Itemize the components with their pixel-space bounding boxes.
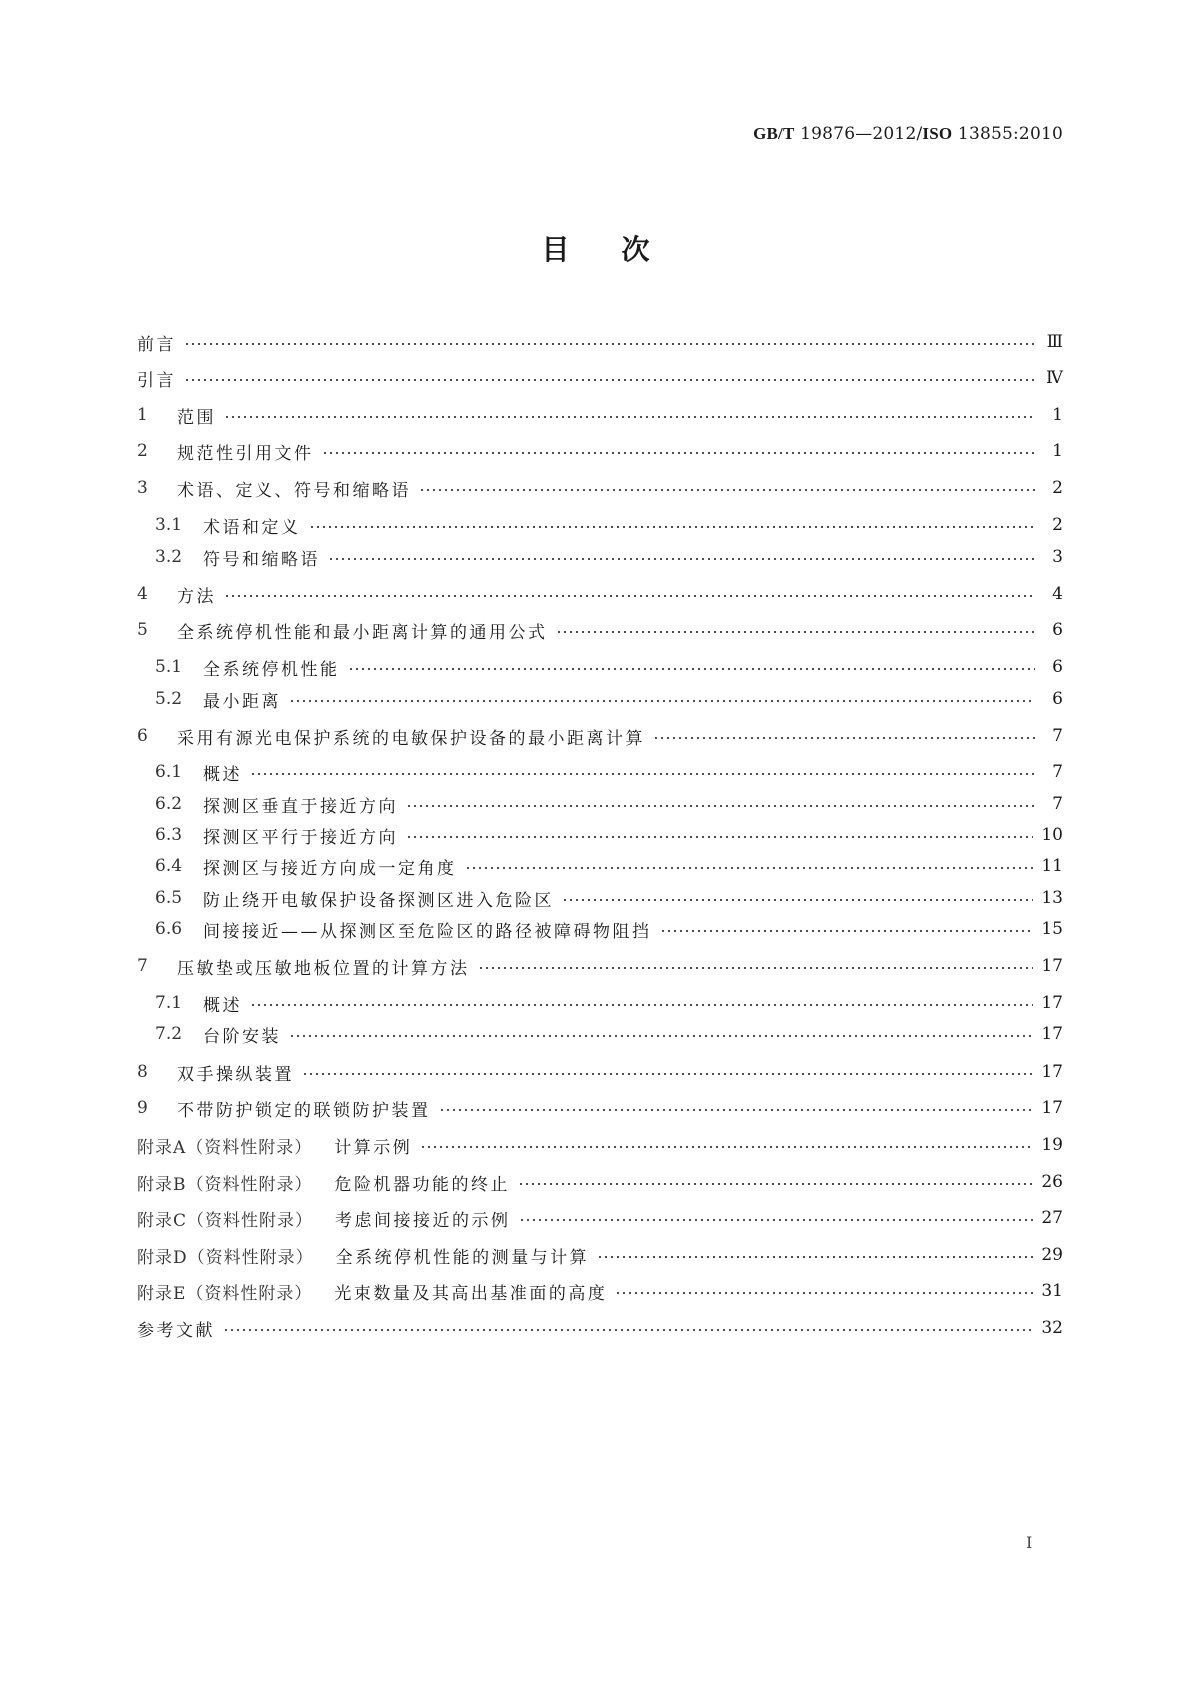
toc-entry-number: 4: [137, 584, 148, 604]
toc-entry-number: 附录A（资料性附录）: [137, 1137, 313, 1158]
dot-leader: [406, 830, 1033, 844]
toc-entry-number: 3.1: [155, 515, 183, 535]
toc-entry-page: 1: [1052, 405, 1063, 425]
dot-leader: [289, 1029, 1033, 1043]
toc-entry-number: 8: [137, 1062, 148, 1082]
dot-leader: [660, 924, 1034, 938]
dot-leader: [184, 337, 1035, 351]
toc-entry-label: 概述: [203, 764, 242, 785]
toc-entry[interactable]: [155, 759, 1063, 785]
toc-entry-label: 探测区与接近方向成一定角度: [203, 858, 457, 879]
toc-entry[interactable]: [155, 686, 1063, 712]
toc-entry[interactable]: [137, 1315, 1063, 1341]
toc-entry-number: 3.2: [155, 547, 183, 567]
toc-entry-page: Ⅳ: [1046, 368, 1063, 388]
toc-entry[interactable]: [137, 1278, 1063, 1304]
toc-entry[interactable]: [137, 1242, 1063, 1268]
toc-entry-number: 5.1: [155, 657, 183, 677]
toc-entry-page: 2: [1052, 515, 1063, 535]
toc-entry[interactable]: [137, 475, 1063, 501]
dot-leader: [224, 589, 1035, 603]
toc-entry-label: 参考文献: [137, 1320, 215, 1341]
toc-entry-page: 6: [1052, 620, 1063, 640]
dot-leader: [223, 1323, 1033, 1337]
toc-entry-page: 13: [1041, 888, 1063, 908]
toc-entry[interactable]: [155, 512, 1063, 538]
toc-entry-number: 6.3: [155, 825, 183, 845]
toc-entry-page: Ⅲ: [1046, 332, 1063, 352]
toc-entry[interactable]: [137, 402, 1063, 428]
dot-leader: [184, 373, 1035, 387]
dot-leader: [309, 520, 1036, 534]
dot-leader: [322, 446, 1036, 460]
toc-entry-page: 4: [1052, 584, 1063, 604]
toc-entry-page: 17: [1041, 1062, 1063, 1082]
dot-leader: [420, 1140, 1033, 1154]
toc-entry-number: 6.2: [155, 794, 183, 814]
toc-entry-page: 10: [1041, 825, 1063, 845]
iso-number: 13855:2010: [957, 124, 1063, 144]
toc-entry-page: 3: [1052, 547, 1063, 567]
dot-leader: [518, 1177, 1033, 1191]
dot-leader: [328, 552, 1035, 566]
toc-entry[interactable]: [137, 438, 1063, 464]
toc-entry-number: 6: [137, 726, 148, 746]
toc-entry-label: 概述: [203, 995, 242, 1016]
dot-leader: [348, 662, 1036, 676]
toc-entry-page: 6: [1052, 657, 1063, 677]
toc-entry-label: 计算示例: [334, 1137, 413, 1158]
dot-leader: [224, 410, 1035, 424]
toc-entry-label: 台阶安装: [203, 1026, 281, 1047]
dot-leader: [465, 861, 1034, 875]
dot-leader: [289, 694, 1035, 708]
toc-entry-number: 2: [137, 441, 148, 461]
toc-entry[interactable]: [137, 1059, 1063, 1085]
toc-entry[interactable]: [155, 990, 1063, 1016]
dot-leader: [519, 1213, 1034, 1227]
toc-entry-label: 双手操纵装置: [177, 1064, 294, 1085]
toc-entry[interactable]: [155, 822, 1063, 848]
toc-entry[interactable]: [137, 581, 1063, 607]
toc-entry[interactable]: [137, 1095, 1063, 1121]
toc-entry-number: 附录D（资料性附录）: [137, 1247, 314, 1268]
dot-leader: [478, 961, 1034, 975]
toc-entry[interactable]: [155, 544, 1063, 570]
toc-entry-page: 6: [1052, 689, 1063, 709]
dot-leader: [597, 1250, 1033, 1264]
toc-entry-page: 17: [1041, 1098, 1063, 1118]
toc-entry[interactable]: [155, 885, 1063, 911]
toc-entry-page: 17: [1041, 1024, 1063, 1044]
toc-entry-page: 26: [1041, 1172, 1063, 1192]
toc-entry-label: 全系统停机性能和最小距离计算的通用公式: [177, 622, 548, 643]
toc-entry[interactable]: [137, 723, 1063, 749]
toc-entry[interactable]: [155, 654, 1063, 680]
toc-entry-label: 引言: [137, 370, 176, 391]
toc-entry-page: 17: [1041, 956, 1063, 976]
toc-entry-page: 19: [1041, 1135, 1063, 1155]
dot-leader: [556, 625, 1036, 639]
dot-leader: [562, 893, 1033, 907]
toc-entry-number: 附录C（资料性附录）: [137, 1210, 314, 1231]
toc-entry-page: 17: [1041, 993, 1063, 1013]
dot-leader: [250, 998, 1033, 1012]
toc-entry-number: 5.2: [155, 689, 183, 709]
toc-entry-number: 附录B（资料性附录）: [137, 1174, 313, 1195]
toc-entry-label: 最小距离: [203, 691, 281, 712]
toc-entry-label: 全系统停机性能的测量与计算: [335, 1247, 590, 1268]
toc-entry-number: 6.6: [155, 919, 183, 939]
toc-entry[interactable]: [155, 791, 1063, 817]
toc-entry[interactable]: [137, 617, 1063, 643]
toc-entry-page: 15: [1041, 919, 1063, 939]
toc-entry[interactable]: [155, 916, 1063, 942]
toc-entry-label: 不带防护锁定的联锁防护装置: [177, 1100, 431, 1121]
dot-leader: [406, 799, 1035, 813]
page-title: 目次: [541, 233, 702, 266]
toc-entry-page: 29: [1041, 1245, 1063, 1265]
toc-entry-page: 11: [1041, 856, 1063, 876]
toc-entry-page: 7: [1052, 726, 1063, 746]
toc-entry-number: 3: [137, 478, 148, 498]
standard-number-header: [753, 124, 1063, 144]
toc-entry-number: 5: [137, 620, 148, 640]
iso-label: ISO: [922, 124, 953, 143]
toc-entry[interactable]: [155, 853, 1063, 879]
toc-entry-label: 压敏垫或压敏地板位置的计算方法: [177, 958, 470, 979]
toc-entry-number: 附录E（资料性附录）: [137, 1283, 313, 1304]
toc-entry-page: 1: [1052, 441, 1063, 461]
toc-entry-page: 31: [1041, 1281, 1063, 1301]
toc-entry-label: 符号和缩略语: [203, 549, 320, 570]
toc-entry-number: 6.5: [155, 888, 183, 908]
toc-entry[interactable]: [137, 329, 1063, 355]
dot-leader: [419, 483, 1035, 497]
toc-entry-page: 7: [1052, 794, 1063, 814]
toc-entry-label: 光束数量及其高出基准面的高度: [334, 1283, 608, 1304]
dot-leader: [439, 1103, 1034, 1117]
toc-entry-page: 27: [1041, 1208, 1063, 1228]
toc-entry-number: 6.1: [155, 762, 183, 782]
dot-leader: [302, 1067, 1033, 1081]
toc-entry[interactable]: [137, 953, 1063, 979]
toc-entry-label: 采用有源光电保护系统的电敏保护设备的最小距离计算: [177, 728, 645, 749]
toc-entry[interactable]: [155, 1021, 1063, 1047]
toc-entry[interactable]: [137, 365, 1063, 391]
toc-entry-page: 7: [1052, 762, 1063, 782]
standard-number: 19876—2012/: [800, 124, 923, 144]
dot-leader: [250, 767, 1035, 781]
toc-entry[interactable]: [137, 1205, 1063, 1231]
standard-prefix: GB/T: [753, 124, 795, 143]
dot-leader: [615, 1286, 1033, 1300]
toc-entry-label: 探测区平行于接近方向: [203, 827, 398, 848]
toc-entry-label: 前言: [137, 334, 176, 355]
toc-entry-page: 32: [1041, 1318, 1063, 1338]
toc-entry-label: 探测区垂直于接近方向: [203, 796, 398, 817]
toc-entry[interactable]: [137, 1132, 1063, 1158]
toc-entry-label: 考虑间接接近的示例: [335, 1210, 511, 1231]
toc-entry-number: 6.4: [155, 856, 183, 876]
toc-entry-label: 术语、定义、符号和缩略语: [177, 480, 411, 501]
toc-entry-label: 全系统停机性能: [203, 659, 340, 680]
toc-entry-number: 7.2: [155, 1024, 183, 1044]
toc-entry-number: 1: [137, 405, 148, 425]
toc-entry-label: 危险机器功能的终止: [334, 1174, 510, 1195]
toc-entry-label: 术语和定义: [203, 517, 301, 538]
toc-entry-label: 范围: [177, 407, 216, 428]
toc-entry-label: 规范性引用文件: [177, 443, 314, 464]
toc-entry-number: 9: [137, 1098, 148, 1118]
toc-entry-number: 7.1: [155, 993, 183, 1013]
footer-page-number: I: [1026, 1533, 1033, 1552]
toc-entry-label: 防止绕开电敏保护设备探测区进入危险区: [203, 890, 554, 911]
toc-entry-number: 7: [137, 956, 148, 976]
toc-entry-page: 2: [1052, 478, 1063, 498]
toc-entry[interactable]: [137, 1169, 1063, 1195]
toc-entry-label: 方法: [177, 586, 216, 607]
toc-entry-label: 间接接近——从探测区至危险区的路径被障碍物阻挡: [203, 921, 652, 942]
dot-leader: [653, 731, 1035, 745]
